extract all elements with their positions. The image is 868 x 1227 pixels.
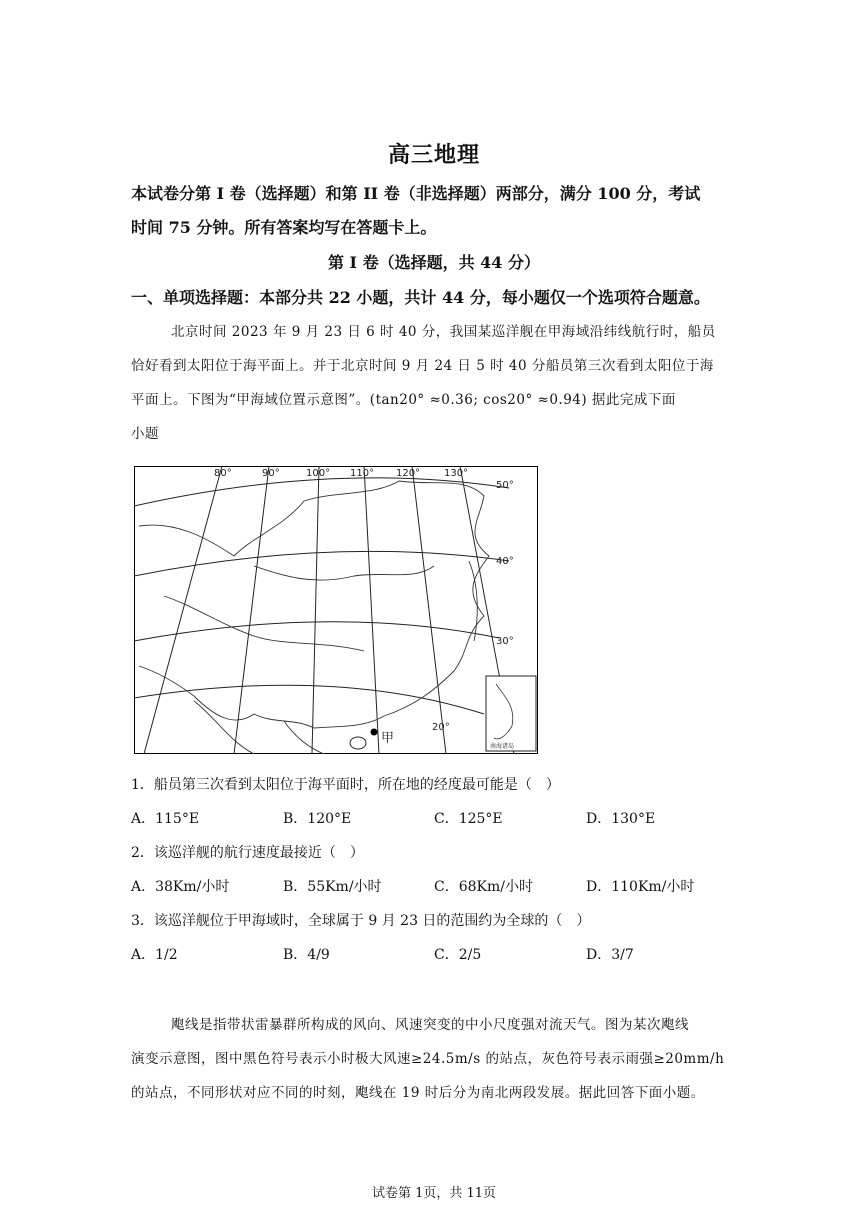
lon-label-110: 110°: [350, 468, 375, 479]
question-3-option-a[interactable]: A．1/2: [131, 947, 178, 963]
question-1-option-c[interactable]: C．125°E: [434, 811, 503, 827]
inset-label: 南海诸岛: [490, 743, 515, 750]
lat-label-50: 50°: [496, 480, 514, 491]
passage-1-line-4: 小题: [131, 426, 159, 442]
question-1-option-d[interactable]: D．130°E: [586, 811, 656, 827]
question-1-option-a[interactable]: A．115°E: [131, 811, 200, 827]
passage-2-line-3: 的站点，不同形状对应不同的时刻，飑线在 19 时后分为南北两段发展。据此回答下面小题。: [131, 1085, 705, 1101]
passage-1-line-1: 北京时间 2023 年 9 月 23 日 6 时 40 分，我国某巡洋舰在甲海域沿纬线航行时，船员: [171, 324, 716, 340]
section-title: 第 I 卷（选择题，共 44 分）: [327, 253, 541, 272]
marker-label: 甲: [381, 731, 395, 746]
question-3-option-b[interactable]: B．4/9: [283, 947, 330, 963]
sea-area-marker: [371, 729, 378, 736]
sea-area-location-map: [134, 466, 538, 754]
lon-label-130: 130°: [444, 468, 469, 479]
south-china-sea-inset: [486, 676, 536, 751]
lat-label-30: 30°: [496, 636, 514, 647]
question-3-option-d[interactable]: D．3/7: [586, 947, 634, 963]
lon-label-80: 80°: [214, 468, 232, 479]
question-2-option-b[interactable]: B．55Km/小时: [283, 879, 382, 895]
passage-2-line-2: 演变示意图，图中黑色符号表示小时极大风速≥24.5m/s 的站点，灰色符号表示雨强≥20mm/h: [131, 1051, 725, 1067]
page-footer: 试卷第 1页，共 11页: [371, 1186, 497, 1201]
lon-label-90: 90°: [262, 468, 280, 479]
question-1-stem: 1．船员第三次看到太阳位于海平面时，所在地的经度最可能是（ ）: [131, 777, 560, 793]
exam-intro-line-2: 时间 75 分钟。所有答案均写在答题卡上。: [131, 218, 437, 237]
question-2-option-d[interactable]: D．110Km/小时: [586, 879, 695, 895]
question-3-stem: 3．该巡洋舰位于甲海域时，全球属于 9 月 23 日的范围约为全球的（ ）: [131, 913, 591, 929]
passage-2-line-1: 飑线是指带状雷暴群所构成的风向、风速突变的中小尺度强对流天气。图为某次飑线: [171, 1017, 689, 1033]
question-2-option-c[interactable]: C．68Km/小时: [434, 879, 533, 895]
passage-1-line-3: 平面上。下图为“甲海域位置示意图”。(tan20° ≈0.36; cos20° ≈0.94) 据此完成下面: [131, 392, 676, 408]
lon-label-100: 100°: [306, 468, 331, 479]
question-2-stem: 2．该巡洋舰的航行速度最接近（ ）: [131, 845, 364, 861]
page-title: 高三地理: [387, 142, 480, 168]
exam-intro-line-1: 本试卷分第 I 卷（选择题）和第 II 卷（非选择题）两部分，满分 100 分，考试: [131, 184, 701, 203]
question-1-option-b[interactable]: B．120°E: [283, 811, 352, 827]
question-3-option-c[interactable]: C．2/5: [434, 947, 482, 963]
part-title: 一、单项选择题：本部分共 22 小题，共计 44 分，每小题仅一个选项符合题意。: [131, 288, 710, 307]
passage-1-line-2: 恰好看到太阳位于海平面上。并于北京时间 9 月 24 日 5 时 40 分船员第三次看到太阳位于海: [131, 358, 714, 374]
question-2-option-a[interactable]: A．38Km/小时: [131, 879, 230, 895]
lon-label-120: 120°: [396, 468, 421, 479]
lat-label-20: 20°: [432, 722, 450, 733]
lat-label-40: 40°: [496, 556, 514, 567]
